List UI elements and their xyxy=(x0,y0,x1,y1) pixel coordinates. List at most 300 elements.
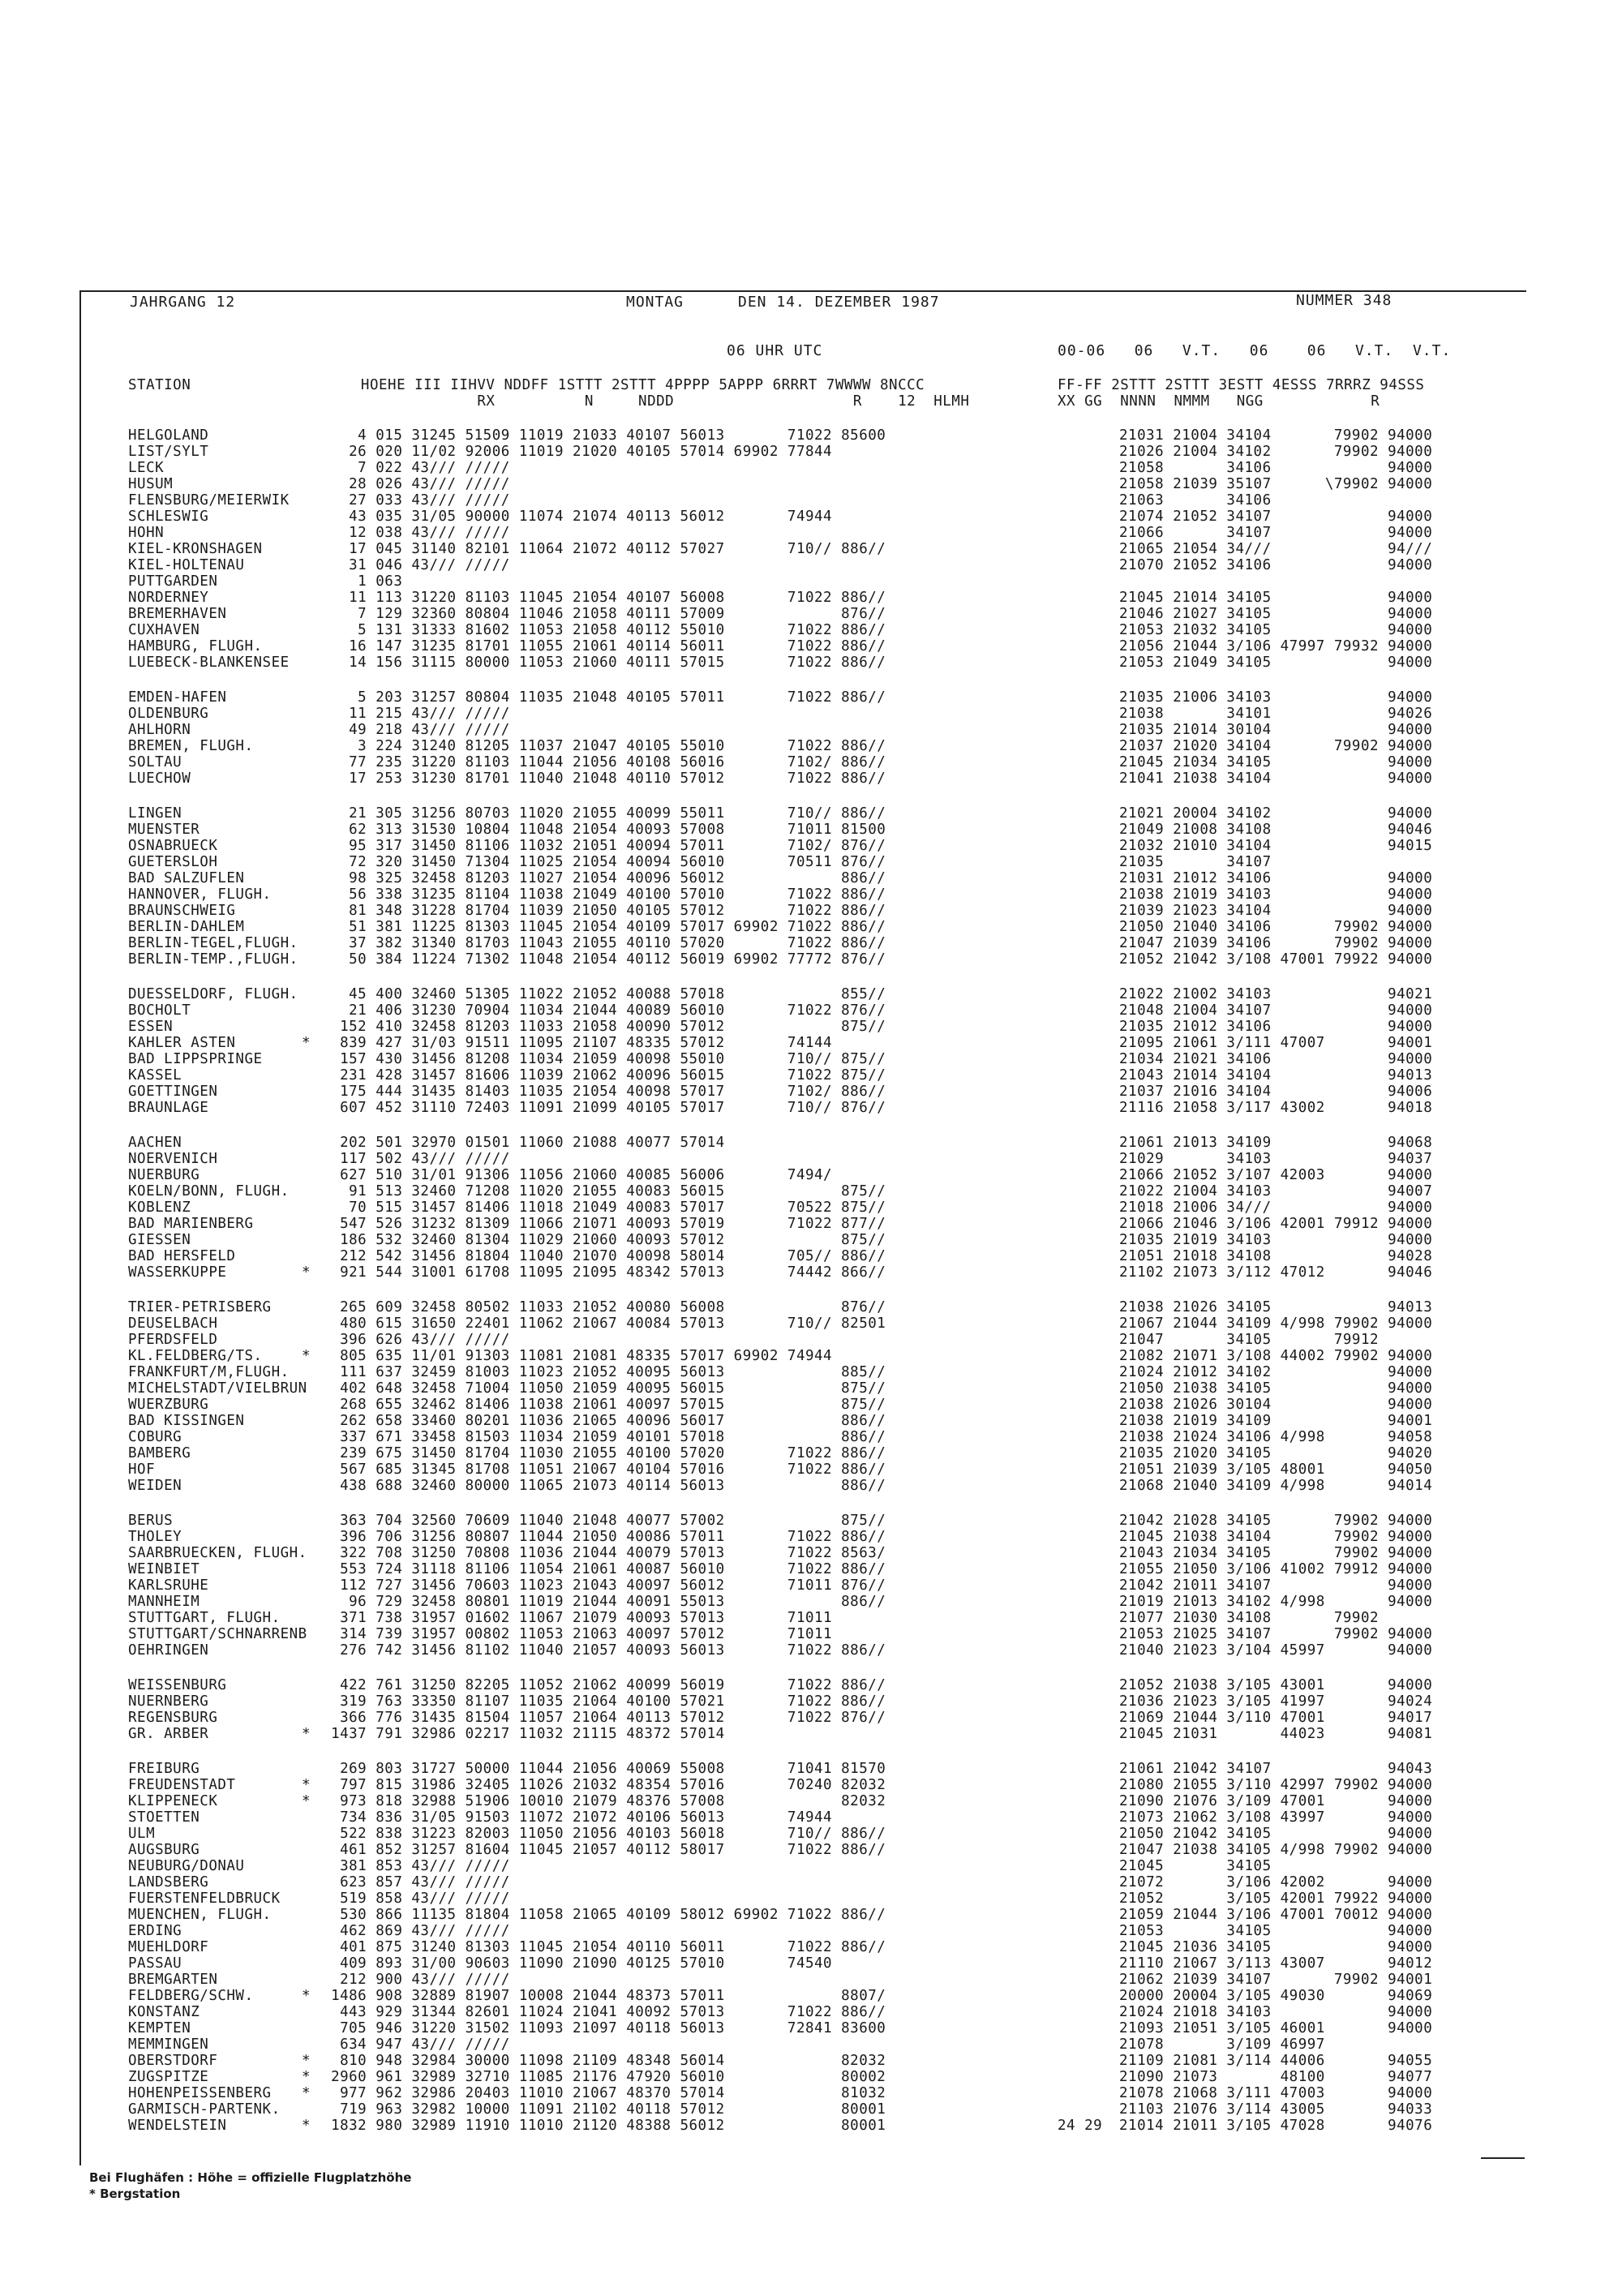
period-values: 21034 21021 34106 94000 xyxy=(1119,1051,1433,1067)
station-name: LINGEN xyxy=(128,805,182,822)
station-name: STUTTGART/SCHNARRENB xyxy=(128,1626,307,1642)
station-name: BREMERHAVEN xyxy=(128,606,227,622)
station-name: WEISSENBURG xyxy=(128,1677,227,1693)
observation-values: 117 502 43/// ///// xyxy=(313,1151,510,1167)
observation-values: 3 224 31240 81205 11037 21047 40105 55010 71022 886// xyxy=(313,738,886,754)
station-name: OLDENBURG xyxy=(128,706,209,722)
mountain-station-marker: * xyxy=(302,1264,311,1281)
station-name: ULM xyxy=(128,1826,156,1842)
period-values: 21038 34101 94026 xyxy=(1119,706,1433,722)
period-values: 21069 21044 3/110 47001 94017 xyxy=(1119,1710,1433,1726)
observation-values: 734 836 31/05 91503 11072 21072 40106 56013 74944 xyxy=(313,1809,833,1826)
period-values: 21066 21046 3/106 42001 79912 94000 xyxy=(1119,1216,1433,1232)
table-row xyxy=(0,805,1622,822)
station-name: WENDELSTEIN xyxy=(128,2118,227,2134)
station-name: LIST/SYLT xyxy=(128,444,209,460)
mountain-station-marker: * xyxy=(302,2069,311,2085)
table-row xyxy=(0,1710,1622,1726)
station-name: MUENSTER xyxy=(128,822,200,838)
observation-values: 839 427 31/03 91511 11095 21107 48335 57012 74144 xyxy=(313,1035,833,1051)
column-header-left-1: STATION HOEHE III IIHVV NDDFF 1STTT 2STTT 4PPPP 5APPP 6RRRT 7WWWW 8NCCC xyxy=(128,377,925,393)
station-name: HOHN xyxy=(128,525,165,541)
table-row xyxy=(0,2053,1622,2069)
table-row xyxy=(0,1513,1622,1529)
table-row xyxy=(0,2036,1622,2053)
table-row xyxy=(0,689,1622,706)
period-values: 21050 21038 34105 94000 xyxy=(1119,1380,1433,1397)
observation-values: 17 253 31230 81701 11040 21048 40110 57012 71022 886// xyxy=(313,770,886,787)
period-values: 21038 21019 34109 94001 xyxy=(1119,1413,1433,1429)
table-row xyxy=(0,1051,1622,1067)
station-name: HOF xyxy=(128,1461,156,1478)
station-name: FREUDENSTADT xyxy=(128,1777,236,1793)
table-row xyxy=(0,754,1622,770)
station-name: BAD MARIENBERG xyxy=(128,1216,254,1232)
observation-values: 49 218 43/// ///// xyxy=(313,722,510,738)
period-values: 21055 21050 3/106 41002 79912 94000 xyxy=(1119,1561,1433,1577)
period-values: 20000 20004 3/105 49030 94069 xyxy=(1119,1988,1433,2004)
station-name: KONSTANZ xyxy=(128,2004,200,2020)
observation-values: 157 430 31456 81208 11034 21059 40098 55010 710// 875// xyxy=(313,1051,886,1067)
observation-values: 72 320 31450 71304 11025 21054 40094 56010 70511 876// xyxy=(313,854,886,870)
period-values: 21026 21004 34102 79902 94000 xyxy=(1119,444,1433,460)
table-row xyxy=(0,1529,1622,1545)
observation-values: 45 400 32460 51305 11022 21052 40088 57018 855// xyxy=(313,986,886,1002)
table-row xyxy=(0,870,1622,886)
weekday-label: MONTAG xyxy=(626,294,684,311)
station-name: BOCHOLT xyxy=(128,1002,191,1019)
table-row xyxy=(0,2020,1622,2036)
period-values: 21103 21076 3/114 43005 94033 xyxy=(1119,2101,1433,2118)
table-row xyxy=(0,722,1622,738)
table-row xyxy=(0,1413,1622,1429)
period-values: 21024 21012 34102 94000 xyxy=(1119,1364,1433,1380)
table-row xyxy=(0,1248,1622,1264)
period-values: 21037 21016 34104 94006 xyxy=(1119,1084,1433,1100)
period-values: 21051 21039 3/105 48001 94050 xyxy=(1119,1461,1433,1478)
period-values: 21066 21052 3/107 42003 94000 xyxy=(1119,1167,1433,1183)
station-name: BRAUNLAGE xyxy=(128,1100,209,1116)
period-values: 21077 21030 34108 79902 xyxy=(1119,1610,1380,1626)
observation-values: 977 962 32986 20403 11010 21067 48370 57014 81032 xyxy=(313,2085,886,2101)
table-row xyxy=(0,935,1622,951)
period-values: 21072 3/106 42002 94000 xyxy=(1119,1874,1433,1890)
table-row xyxy=(0,1167,1622,1183)
period-values: 21031 21004 34104 79902 94000 xyxy=(1119,427,1433,444)
period-values: 21035 21014 30104 94000 xyxy=(1119,722,1433,738)
period-values: 21066 34107 94000 xyxy=(1119,525,1433,541)
observation-values: 805 635 11/01 91303 11081 21081 48335 57017 69902 74944 xyxy=(313,1348,833,1364)
observation-values: 231 428 31457 81606 11039 21062 40096 56015 71022 875// xyxy=(313,1067,886,1084)
station-name: FELDBERG/SCHW. xyxy=(128,1988,254,2004)
observation-values: 705 946 31220 31502 11093 21097 40118 56013 72841 83600 xyxy=(313,2020,886,2036)
period-values: 21014 21011 3/105 47028 94076 xyxy=(1119,2118,1433,2134)
observation-values: 402 648 32458 71004 11050 21059 40095 56015 875// xyxy=(313,1380,886,1397)
period-values: 21052 21042 3/108 47001 79922 94000 xyxy=(1119,951,1433,968)
observation-values: 28 026 43/// ///// xyxy=(313,476,510,492)
jahrgang-label: JAHRGANG 12 xyxy=(130,294,236,311)
station-name: GARMISCH-PARTENK. xyxy=(128,2101,281,2118)
table-row xyxy=(0,1972,1622,1988)
observation-values: 212 542 31456 81804 11040 21070 40098 58014 705// 886// xyxy=(313,1248,886,1264)
table-row xyxy=(0,1232,1622,1248)
column-header-left-2: RX N NDDD R 12 HLMH xyxy=(128,393,970,410)
period-values: 21037 21020 34104 79902 94000 xyxy=(1119,738,1433,754)
table-row xyxy=(0,557,1622,573)
station-name: BERLIN-DAHLEM xyxy=(128,919,245,935)
observation-values: 16 147 31235 81701 11055 21061 40114 56011 71022 886// xyxy=(313,638,886,654)
table-row xyxy=(0,1842,1622,1858)
station-name: HANNOVER, FLUGH. xyxy=(128,886,272,903)
period-values: 21061 21042 34107 94043 xyxy=(1119,1761,1433,1777)
observation-values: 11 113 31220 81103 11045 21054 40107 56008 71022 886// xyxy=(313,590,886,606)
observation-values: 152 410 32458 81203 11033 21058 40090 57012 875// xyxy=(313,1019,886,1035)
period-values: 21080 21055 3/110 42997 79902 94000 xyxy=(1119,1777,1433,1793)
period-values: 21038 21024 34106 4/998 94058 xyxy=(1119,1429,1433,1445)
period-values: 21031 21012 34106 94000 xyxy=(1119,870,1433,886)
station-name: THOLEY xyxy=(128,1529,182,1545)
table-row xyxy=(0,1939,1622,1955)
observation-values: 5 131 31333 81602 11053 21058 40112 55010 71022 886// xyxy=(313,622,886,638)
station-name: OBERSTDORF xyxy=(128,2053,218,2069)
period-values: 21078 3/109 46997 xyxy=(1119,2036,1325,2053)
mountain-station-marker: * xyxy=(302,2085,311,2101)
table-row xyxy=(0,738,1622,754)
station-name: KIEL-KRONSHAGEN xyxy=(128,541,263,557)
station-name: MUENCHEN, FLUGH. xyxy=(128,1907,272,1923)
period-values: 21038 21019 34103 94000 xyxy=(1119,886,1433,903)
station-name: KOBLENZ xyxy=(128,1199,191,1216)
period-values: 21045 21031 44023 94081 xyxy=(1119,1726,1433,1742)
table-row xyxy=(0,1561,1622,1577)
station-name: HOHENPEISSENBERG xyxy=(128,2085,272,2101)
date-label: DEN 14. DEZEMBER 1987 xyxy=(738,294,940,311)
table-row xyxy=(0,606,1622,622)
station-name: HUSUM xyxy=(128,476,174,492)
table-row xyxy=(0,1677,1622,1693)
period-values: 21042 21028 34105 79902 94000 xyxy=(1119,1513,1433,1529)
table-row xyxy=(0,1594,1622,1610)
table-row xyxy=(0,1923,1622,1939)
period-values: 21068 21040 34109 4/998 94014 xyxy=(1119,1478,1433,1494)
period-values: 21035 34107 xyxy=(1119,854,1272,870)
station-name: ESSEN xyxy=(128,1019,174,1035)
period-values: 21035 21006 34103 94000 xyxy=(1119,689,1433,706)
station-name: SAARBRUECKEN, FLUGH. xyxy=(128,1545,307,1561)
table-row xyxy=(0,838,1622,854)
period-values: 21038 21026 34105 94013 xyxy=(1119,1299,1433,1315)
period-values: 21053 34105 94000 xyxy=(1119,1923,1433,1939)
observation-values: 396 626 43/// ///// xyxy=(313,1332,510,1348)
station-name: BERLIN-TEMP.,FLUGH. xyxy=(128,951,298,968)
period-values: 21052 3/105 42001 79922 94000 xyxy=(1119,1890,1433,1907)
station-name: AUGSBURG xyxy=(128,1842,200,1858)
table-row xyxy=(0,1067,1622,1084)
station-name: ERDING xyxy=(128,1923,182,1939)
station-name: LECK xyxy=(128,460,165,476)
station-name: WUERZBURG xyxy=(128,1397,209,1413)
table-row xyxy=(0,1397,1622,1413)
table-row xyxy=(0,1084,1622,1100)
station-name: NOERVENICH xyxy=(128,1151,218,1167)
station-name: BAD HERSFELD xyxy=(128,1248,236,1264)
station-name: PFERDSFELD xyxy=(128,1332,218,1348)
table-row xyxy=(0,1151,1622,1167)
station-name: FREIBURG xyxy=(128,1761,200,1777)
observation-values: 4 015 31245 51509 11019 21033 40107 56013 71022 85600 xyxy=(313,427,886,444)
station-name: BAD KISSINGEN xyxy=(128,1413,245,1429)
station-name: BRAUNSCHWEIG xyxy=(128,903,236,919)
issue-number: NUMMER 348 xyxy=(1296,292,1392,309)
station-name: NUERNBERG xyxy=(128,1693,209,1710)
station-name: AACHEN xyxy=(128,1135,182,1151)
observation-values: 50 384 11224 71302 11048 21054 40112 56019 69902 77772 876// xyxy=(313,951,886,968)
period-values: 21045 21038 34104 79902 94000 xyxy=(1119,1529,1433,1545)
table-row xyxy=(0,427,1622,444)
period-values: 21022 21004 34103 94007 xyxy=(1119,1183,1433,1199)
period-values: 21038 21026 30104 94000 xyxy=(1119,1397,1433,1413)
period-values: 21067 21044 34109 4/998 79902 94000 xyxy=(1119,1315,1433,1332)
period-values: 21058 21039 35107 \79902 94000 xyxy=(1119,476,1433,492)
table-row xyxy=(0,1364,1622,1380)
period-values: 21116 21058 3/117 43002 94018 xyxy=(1119,1100,1433,1116)
period-values: 21049 21008 34108 94046 xyxy=(1119,822,1433,838)
table-row xyxy=(0,2085,1622,2101)
station-name: GR. ARBER xyxy=(128,1726,209,1742)
table-row xyxy=(0,986,1622,1002)
table-row xyxy=(0,2069,1622,2085)
table-row xyxy=(0,903,1622,919)
station-name: CUXHAVEN xyxy=(128,622,200,638)
table-row xyxy=(0,1429,1622,1445)
observation-values: 212 900 43/// ///// xyxy=(313,1972,510,1988)
period-values: 21090 21076 3/109 47001 94000 xyxy=(1119,1793,1433,1809)
period-values: 21045 21034 34105 94000 xyxy=(1119,754,1433,770)
table-row xyxy=(0,638,1622,654)
observation-values: 31 046 43/// ///// xyxy=(313,557,510,573)
observation-values: 401 875 31240 81303 11045 21054 40110 56011 71022 886// xyxy=(313,1939,886,1955)
observation-values: 422 761 31250 82205 11052 21062 40099 56019 71022 886// xyxy=(313,1677,886,1693)
mountain-station-marker: * xyxy=(302,1035,311,1051)
period-values: 21062 21039 34107 79902 94001 xyxy=(1119,1972,1433,1988)
period-values: 21052 21038 3/105 43001 94000 xyxy=(1119,1677,1433,1693)
observation-values: 1437 791 32986 02217 11032 21115 48372 57014 xyxy=(313,1726,725,1742)
table-row xyxy=(0,460,1622,476)
table-row xyxy=(0,2101,1622,2118)
table-row xyxy=(0,1461,1622,1478)
period-values: 21070 21052 34106 94000 xyxy=(1119,557,1433,573)
period-values: 21029 34103 94037 xyxy=(1119,1151,1433,1167)
table-row xyxy=(0,1693,1622,1710)
station-name: NUERBURG xyxy=(128,1167,200,1183)
period-values: 21090 21073 48100 94077 xyxy=(1119,2069,1433,2085)
observation-values: 634 947 43/// ///// xyxy=(313,2036,510,2053)
observation-values: 26 020 11/02 92006 11019 21020 40105 57014 69902 77844 xyxy=(313,444,833,460)
observation-values: 17 045 31140 82101 11064 21072 40112 57027 710// 886// xyxy=(313,541,886,557)
table-row xyxy=(0,654,1622,671)
table-row xyxy=(0,1988,1622,2004)
station-name: MUEHLDORF xyxy=(128,1939,209,1955)
station-name: WEINBIET xyxy=(128,1561,200,1577)
table-row xyxy=(0,1955,1622,1972)
observation-values: 269 803 31727 50000 11044 21056 40069 55008 71041 81570 xyxy=(313,1761,886,1777)
period-values: 21032 21010 34104 94015 xyxy=(1119,838,1433,854)
station-name: COBURG xyxy=(128,1429,182,1445)
period-values: 21061 21013 34109 94068 xyxy=(1119,1135,1433,1151)
mountain-station-marker: * xyxy=(302,1726,311,1742)
station-name: PUTTGARDEN xyxy=(128,573,218,590)
station-name: BERLIN-TEGEL,FLUGH. xyxy=(128,935,298,951)
period-values: 21040 21023 3/104 45997 94000 xyxy=(1119,1642,1433,1659)
station-name: HELGOLAND xyxy=(128,427,209,444)
station-name: WASSERKUPPE xyxy=(128,1264,227,1281)
observation-values: 607 452 31110 72403 11091 21099 40105 57017 710// 876// xyxy=(313,1100,886,1116)
bottom-rule xyxy=(1481,2157,1525,2159)
table-row xyxy=(0,854,1622,870)
observation-values: 627 510 31/01 91306 11056 21060 40085 56006 7494/ xyxy=(313,1167,833,1183)
observation-values: 396 706 31256 80807 11044 21050 40086 57011 71022 886// xyxy=(313,1529,886,1545)
period-values: 21035 21012 34106 94000 xyxy=(1119,1019,1433,1035)
station-name: SCHLESWIG xyxy=(128,509,209,525)
table-row xyxy=(0,509,1622,525)
table-row xyxy=(0,886,1622,903)
table-row xyxy=(0,1809,1622,1826)
observation-values: 239 675 31450 81704 11030 21055 40100 57020 71022 886// xyxy=(313,1445,886,1461)
table-row xyxy=(0,1135,1622,1151)
observation-values: 77 235 31220 81103 11044 21056 40108 56016 7102/ 886// xyxy=(313,754,886,770)
station-name: KAHLER ASTEN xyxy=(128,1035,236,1051)
station-name: GOETTINGEN xyxy=(128,1084,218,1100)
footnote-mountain: * Bergstation xyxy=(89,2187,181,2201)
station-name: BERUS xyxy=(128,1513,174,1529)
station-name: KEMPTEN xyxy=(128,2020,191,2036)
table-row xyxy=(0,1019,1622,1035)
table-row xyxy=(0,476,1622,492)
table-row xyxy=(0,1445,1622,1461)
period-values: 21053 21032 34105 94000 xyxy=(1119,622,1433,638)
station-name: BREMGARTEN xyxy=(128,1972,218,1988)
mountain-station-marker: * xyxy=(302,1777,311,1793)
observation-values: 276 742 31456 81102 11040 21057 40093 56013 71022 886// xyxy=(313,1642,886,1659)
observation-values: 522 838 31223 82003 11050 21056 40103 56018 710// 886// xyxy=(313,1826,886,1842)
period-values: 21102 21073 3/112 47012 94046 xyxy=(1119,1264,1433,1281)
period-values: 21051 21018 34108 94028 xyxy=(1119,1248,1433,1264)
observation-values: 268 655 32462 81406 11038 21061 40097 57015 875// xyxy=(313,1397,886,1413)
table-row xyxy=(0,1545,1622,1561)
mountain-station-marker: * xyxy=(302,1988,311,2004)
station-name: STOETTEN xyxy=(128,1809,200,1826)
table-row xyxy=(0,1183,1622,1199)
column-header-right-2: XX GG NNNN NMMM NGG R xyxy=(1058,393,1380,410)
table-row xyxy=(0,2004,1622,2020)
mountain-station-marker: * xyxy=(302,2053,311,2069)
period-values: 21074 21052 34107 94000 xyxy=(1119,509,1433,525)
observation-values: 95 317 31450 81106 11032 21051 40094 57011 7102/ 876// xyxy=(313,838,886,854)
station-name: OEHRINGEN xyxy=(128,1642,209,1659)
observation-values: 921 544 31001 61708 11095 21095 48342 57013 74442 866// xyxy=(313,1264,886,1281)
observation-values: 371 738 31957 01602 11067 21079 40093 57013 71011 xyxy=(313,1610,833,1626)
period-values: 21082 21071 3/108 44002 79902 94000 xyxy=(1119,1348,1433,1364)
station-name: STUTTGART, FLUGH. xyxy=(128,1610,281,1626)
observation-values: 381 853 43/// ///// xyxy=(313,1858,510,1874)
table-row xyxy=(0,590,1622,606)
observation-values: 719 963 32982 10000 11091 21102 40118 57012 80001 xyxy=(313,2101,886,2118)
station-name: PASSAU xyxy=(128,1955,182,1972)
observation-values: 567 685 31345 81708 11051 21067 40104 57016 71022 886// xyxy=(313,1461,886,1478)
observation-values: 438 688 32460 80000 11065 21073 40114 56013 886// xyxy=(313,1478,886,1494)
station-name: KLIPPENECK xyxy=(128,1793,218,1809)
observation-values: 81 348 31228 81704 11039 21050 40105 57012 71022 886// xyxy=(313,903,886,919)
mountain-station-marker: * xyxy=(302,1348,311,1364)
period-values: 21063 34106 xyxy=(1119,492,1272,509)
station-name: LANDSBERG xyxy=(128,1874,209,1890)
period-values: 21093 21051 3/105 46001 94000 xyxy=(1119,2020,1433,2036)
period-values: 21021 20004 34102 94000 xyxy=(1119,805,1433,822)
observation-values: 5 203 31257 80804 11035 21048 40105 57011 71022 886// xyxy=(313,689,886,706)
observation-values: 186 532 32460 81304 11029 21060 40093 57012 875// xyxy=(313,1232,886,1248)
station-name: FRANKFURT/M,FLUGH. xyxy=(128,1364,290,1380)
period-values: 21050 21040 34106 79902 94000 xyxy=(1119,919,1433,935)
period-values: 21047 21038 34105 4/998 79902 94000 xyxy=(1119,1842,1433,1858)
table-row xyxy=(0,1874,1622,1890)
table-row xyxy=(0,1793,1622,1809)
station-name: KOELN/BONN, FLUGH. xyxy=(128,1183,290,1199)
observation-time: 06 UHR UTC xyxy=(727,342,823,359)
period-values: 21045 21036 34105 94000 xyxy=(1119,1939,1433,1955)
observation-values: 553 724 31118 81106 11054 21061 40087 56010 71022 886// xyxy=(313,1561,886,1577)
station-name: WEIDEN xyxy=(128,1478,182,1494)
observation-values: 623 857 43/// ///// xyxy=(313,1874,510,1890)
table-row xyxy=(0,1035,1622,1051)
table-row xyxy=(0,1890,1622,1907)
observation-values: 973 818 32988 51906 10010 21079 48376 57008 82032 xyxy=(313,1793,886,1809)
station-name: AHLHORN xyxy=(128,722,191,738)
observation-values: 12 038 43/// ///// xyxy=(313,525,510,541)
observation-values: 98 325 32458 81203 11027 21054 40096 56012 886// xyxy=(313,870,886,886)
station-name: BREMEN, FLUGH. xyxy=(128,738,254,754)
station-name: DUESSELDORF, FLUGH. xyxy=(128,986,298,1002)
period-values: 21041 21038 34104 94000 xyxy=(1119,770,1433,787)
station-name: BAD SALZUFLEN xyxy=(128,870,245,886)
observation-values: 1 063 xyxy=(313,573,403,590)
table-row xyxy=(0,1332,1622,1348)
station-name: TRIER-PETRISBERG xyxy=(128,1299,272,1315)
observation-values: 96 729 32458 80801 11019 21044 40091 55013 886// xyxy=(313,1594,886,1610)
period-values: 21047 21039 34106 79902 94000 xyxy=(1119,935,1433,951)
table-row xyxy=(0,1610,1622,1626)
observation-values: 262 658 33460 80201 11036 21065 40096 56017 886// xyxy=(313,1413,886,1429)
table-row xyxy=(0,492,1622,509)
period-values: 21078 21068 3/111 47003 94000 xyxy=(1119,2085,1433,2101)
observation-values: 202 501 32970 01501 11060 21088 40077 57014 xyxy=(313,1135,725,1151)
table-row xyxy=(0,1826,1622,1842)
period-values: 21048 21004 34107 94000 xyxy=(1119,1002,1433,1019)
table-row xyxy=(0,1777,1622,1793)
observation-values: 322 708 31250 70808 11036 21044 40079 57013 71022 8563/ xyxy=(313,1545,886,1561)
observation-values: 461 852 31257 81604 11045 21057 40112 58017 71022 886// xyxy=(313,1842,886,1858)
observation-values: 462 869 43/// ///// xyxy=(313,1923,510,1939)
mountain-station-marker: * xyxy=(302,1793,311,1809)
station-name: KASSEL xyxy=(128,1067,182,1084)
table-row xyxy=(0,951,1622,968)
table-row xyxy=(0,1726,1622,1742)
table-row xyxy=(0,706,1622,722)
period-values: 21050 21042 34105 94000 xyxy=(1119,1826,1433,1842)
table-row xyxy=(0,444,1622,460)
station-name: LUEBECK-BLANKENSEE xyxy=(128,654,290,671)
observation-values: 175 444 31435 81403 11035 21054 40098 57017 7102/ 886// xyxy=(313,1084,886,1100)
observation-values: 62 313 31530 10804 11048 21054 40093 57008 71011 81500 xyxy=(313,822,886,838)
